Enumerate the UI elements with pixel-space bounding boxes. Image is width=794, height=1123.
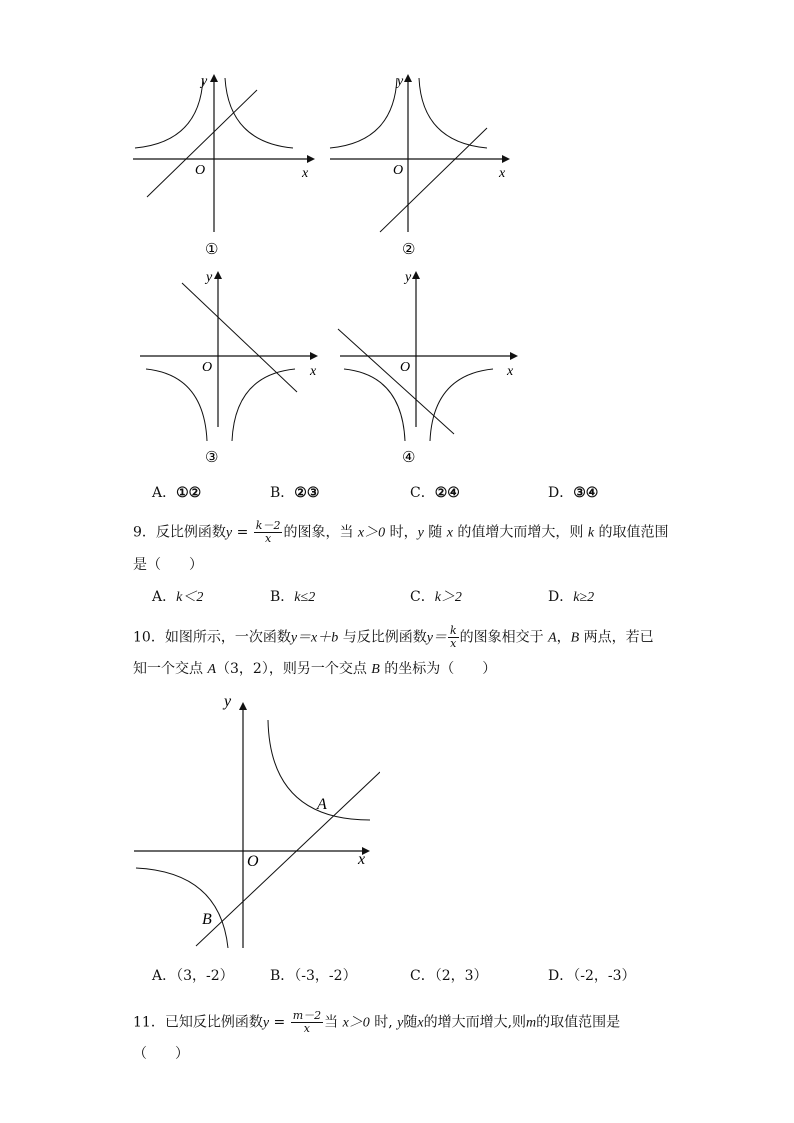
axis-x-label: x bbox=[302, 166, 309, 181]
q9-option-a[interactable]: A．k＜2 bbox=[152, 589, 204, 605]
point-b-label: B bbox=[202, 911, 212, 928]
graph-number: ③ bbox=[205, 450, 219, 466]
q9-option-c[interactable]: C．k＞2 bbox=[410, 589, 462, 605]
axis-y-label: y bbox=[397, 74, 404, 89]
graph-4 bbox=[330, 265, 525, 470]
q10-stem-line1: 10．如图所示，一次函数y＝x＋b 与反比例函数y＝ $\frac{k}{x}$ 的图象相交于 A，B 两点，若已 bbox=[133, 624, 654, 650]
q11-stem-line1: 11．已知反比例函数y = $\frac{m-2}{x}$ 当 x＞0 时, y随x的增大而增大,则m的取值范围是 bbox=[133, 1009, 621, 1035]
axis-x-label: x bbox=[499, 166, 506, 181]
graph-number: ② bbox=[402, 242, 416, 258]
graph-1 bbox=[125, 70, 320, 260]
q10-option-b[interactable]: B．（-3，-2） bbox=[270, 968, 357, 984]
origin-label: O bbox=[400, 360, 411, 375]
origin-label: O bbox=[195, 163, 206, 178]
q10-fraction: $\frac{k}{x}$ bbox=[449, 624, 457, 650]
q9-option-b[interactable]: B．k≤2 bbox=[270, 589, 316, 605]
q8-option-b[interactable]: B．②③ bbox=[270, 485, 320, 501]
axis-y-label: y bbox=[224, 693, 232, 710]
q8-option-d[interactable]: D．③④ bbox=[548, 485, 599, 501]
q10-graph bbox=[130, 690, 380, 955]
q8-option-c[interactable]: C．②④ bbox=[410, 485, 460, 501]
axis-y-label: y bbox=[201, 74, 208, 89]
q11-stem-line2: （ ） bbox=[133, 1046, 189, 1062]
origin-label: O bbox=[393, 163, 404, 178]
graph-2 bbox=[322, 70, 517, 265]
graph-number: ① bbox=[205, 242, 219, 258]
q10-option-a[interactable]: A．（3，-2） bbox=[152, 968, 234, 984]
axis-y-label: y bbox=[405, 270, 412, 285]
q11-fraction: $\frac{m-2}{x}$ bbox=[292, 1009, 322, 1035]
graph-3 bbox=[130, 265, 325, 470]
axis-y-label: y bbox=[206, 270, 213, 285]
q8-option-a[interactable]: A．①② bbox=[152, 485, 202, 501]
origin-label: O bbox=[247, 853, 259, 870]
q9-option-d[interactable]: D．k≥2 bbox=[548, 589, 595, 605]
axis-x-label: x bbox=[507, 364, 514, 379]
q9-fraction: $\frac{k-2}{x}$ bbox=[255, 519, 281, 545]
axis-x-label: x bbox=[310, 364, 317, 379]
point-a-label: A bbox=[317, 796, 327, 813]
graph-number: ④ bbox=[402, 450, 416, 466]
q10-option-d[interactable]: D．（-2，-3） bbox=[548, 968, 636, 984]
q10-stem-line2: 知一个交点 A（3，2），则另一个交点 B 的坐标为（ ） bbox=[133, 661, 497, 677]
q9-stem-line1: 9．反比例函数y = $\frac{k-2}{x}$ 的图象，当 x＞0 时，y 随 x 的值增大而增大，则 k 的取值范围 bbox=[133, 519, 669, 545]
q10-option-c[interactable]: C．（2，3） bbox=[410, 968, 488, 984]
axis-x-label: x bbox=[358, 851, 366, 868]
origin-label: O bbox=[202, 360, 213, 375]
q9-stem-line2: 是（ ） bbox=[133, 557, 203, 573]
